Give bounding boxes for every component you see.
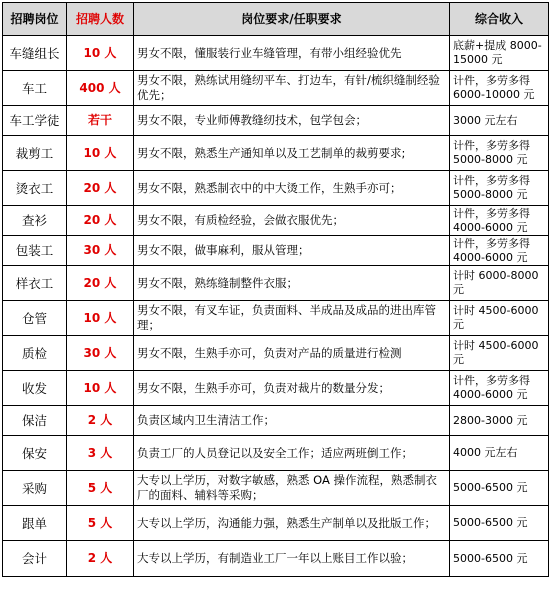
position-cell: 采购 [3, 471, 67, 506]
table-row [3, 471, 549, 506]
count-cell: 10 人 [67, 301, 134, 336]
requirements-cell: 男女不限，生熟手亦可，负责对裁片的数量分发； [134, 371, 450, 406]
header-row [3, 3, 549, 36]
income-cell: 计件，多劳多得 5000-8000 元 [450, 136, 549, 171]
requirements-cell: 男女不限，熟练试用缝纫平车、打边车，有针/梳织缝制经验优先； [134, 71, 450, 106]
position-cell: 质检 [3, 336, 67, 371]
requirements-cell: 男女不限，懂服装行业车缝管理，有带小组经验优先 [134, 36, 450, 71]
requirements-cell: 男女不限，生熟手亦可，负责对产品的质量进行检测 [134, 336, 450, 371]
income-cell: 计件，多劳多得 4000-6000 元 [450, 371, 549, 406]
recruitment-table [2, 2, 549, 577]
requirements-cell: 大专以上学历，对数字敏感，熟悉 OA 操作流程，熟悉制衣厂的面料、辅料等采购； [134, 471, 450, 506]
requirements-cell: 负责区域内卫生清洁工作； [134, 406, 450, 436]
table-row [3, 336, 549, 371]
table-row [3, 541, 549, 577]
position-cell: 车缝组长 [3, 36, 67, 71]
requirements-cell: 男女不限，专业师傅教缝纫技术，包学包会； [134, 106, 450, 136]
income-cell: 4000 元左右 [450, 436, 549, 471]
requirements-cell: 男女不限，做事麻利，服从管理； [134, 236, 450, 266]
count-cell: 20 人 [67, 266, 134, 301]
income-cell: 计时 4500-6000 元 [450, 301, 549, 336]
income-cell: 计时 4500-6000 元 [450, 336, 549, 371]
position-cell: 收发 [3, 371, 67, 406]
income-cell: 2800-3000 元 [450, 406, 549, 436]
position-cell: 包装工 [3, 236, 67, 266]
income-cell: 3000 元左右 [450, 106, 549, 136]
position-cell: 会计 [3, 541, 67, 577]
table-row [3, 106, 549, 136]
count-cell: 20 人 [67, 171, 134, 206]
table-row [3, 171, 549, 206]
position-cell: 车工学徒 [3, 106, 67, 136]
header-count: 招聘人数 [67, 3, 134, 36]
count-cell: 10 人 [67, 136, 134, 171]
count-cell: 30 人 [67, 336, 134, 371]
position-cell: 车工 [3, 71, 67, 106]
requirements-cell: 男女不限，有叉车证，负责面料、半成品及成品的进出库管理； [134, 301, 450, 336]
income-cell: 5000-6500 元 [450, 471, 549, 506]
header-requirements: 岗位要求/任职要求 [134, 3, 450, 36]
table-row [3, 36, 549, 71]
position-cell: 裁剪工 [3, 136, 67, 171]
table-row [3, 301, 549, 336]
count-cell: 10 人 [67, 36, 134, 71]
position-cell: 查衫 [3, 206, 67, 236]
count-cell: 若干 [67, 106, 134, 136]
table-row [3, 236, 549, 266]
header-income: 综合收入 [450, 3, 549, 36]
position-cell: 样衣工 [3, 266, 67, 301]
requirements-cell: 男女不限，熟悉制衣中的中大烫工作，生熟手亦可； [134, 171, 450, 206]
count-cell: 5 人 [67, 506, 134, 541]
income-cell: 5000-6500 元 [450, 506, 549, 541]
table-row [3, 406, 549, 436]
income-cell: 计件，多劳多得 6000-10000 元 [450, 71, 549, 106]
position-cell: 跟单 [3, 506, 67, 541]
income-cell: 计时 6000-8000 元 [450, 266, 549, 301]
count-cell: 2 人 [67, 541, 134, 577]
count-cell: 2 人 [67, 406, 134, 436]
income-cell: 底薪+提成 8000-15000 元 [450, 36, 549, 71]
requirements-cell: 大专以上学历，有制造业工厂一年以上账目工作以验； [134, 541, 450, 577]
income-cell: 计件，多劳多得 4000-6000 元 [450, 236, 549, 266]
requirements-cell: 男女不限，熟练缝制整件衣服； [134, 266, 450, 301]
table-row [3, 266, 549, 301]
income-cell: 5000-6500 元 [450, 541, 549, 577]
table-row [3, 436, 549, 471]
position-cell: 保安 [3, 436, 67, 471]
requirements-cell: 男女不限，有质检经验，会做衣服优先； [134, 206, 450, 236]
count-cell: 3 人 [67, 436, 134, 471]
table-row [3, 371, 549, 406]
header-position: 招聘岗位 [3, 3, 67, 36]
count-cell: 20 人 [67, 206, 134, 236]
table-row [3, 136, 549, 171]
position-cell: 烫衣工 [3, 171, 67, 206]
table-row [3, 506, 549, 541]
requirements-cell: 大专以上学历，沟通能力强，熟悉生产制单以及批版工作； [134, 506, 450, 541]
table-row [3, 71, 549, 106]
position-cell: 仓管 [3, 301, 67, 336]
count-cell: 400 人 [67, 71, 134, 106]
requirements-cell: 负责工厂的人员登记以及安全工作；适应两班倒工作； [134, 436, 450, 471]
requirements-cell: 男女不限，熟悉生产通知单以及工艺制单的裁剪要求; [134, 136, 450, 171]
count-cell: 30 人 [67, 236, 134, 266]
count-cell: 5 人 [67, 471, 134, 506]
income-cell: 计件，多劳多得 5000-8000 元 [450, 171, 549, 206]
position-cell: 保洁 [3, 406, 67, 436]
income-cell: 计件，多劳多得 4000-6000 元 [450, 206, 549, 236]
count-cell: 10 人 [67, 371, 134, 406]
table-row [3, 206, 549, 236]
